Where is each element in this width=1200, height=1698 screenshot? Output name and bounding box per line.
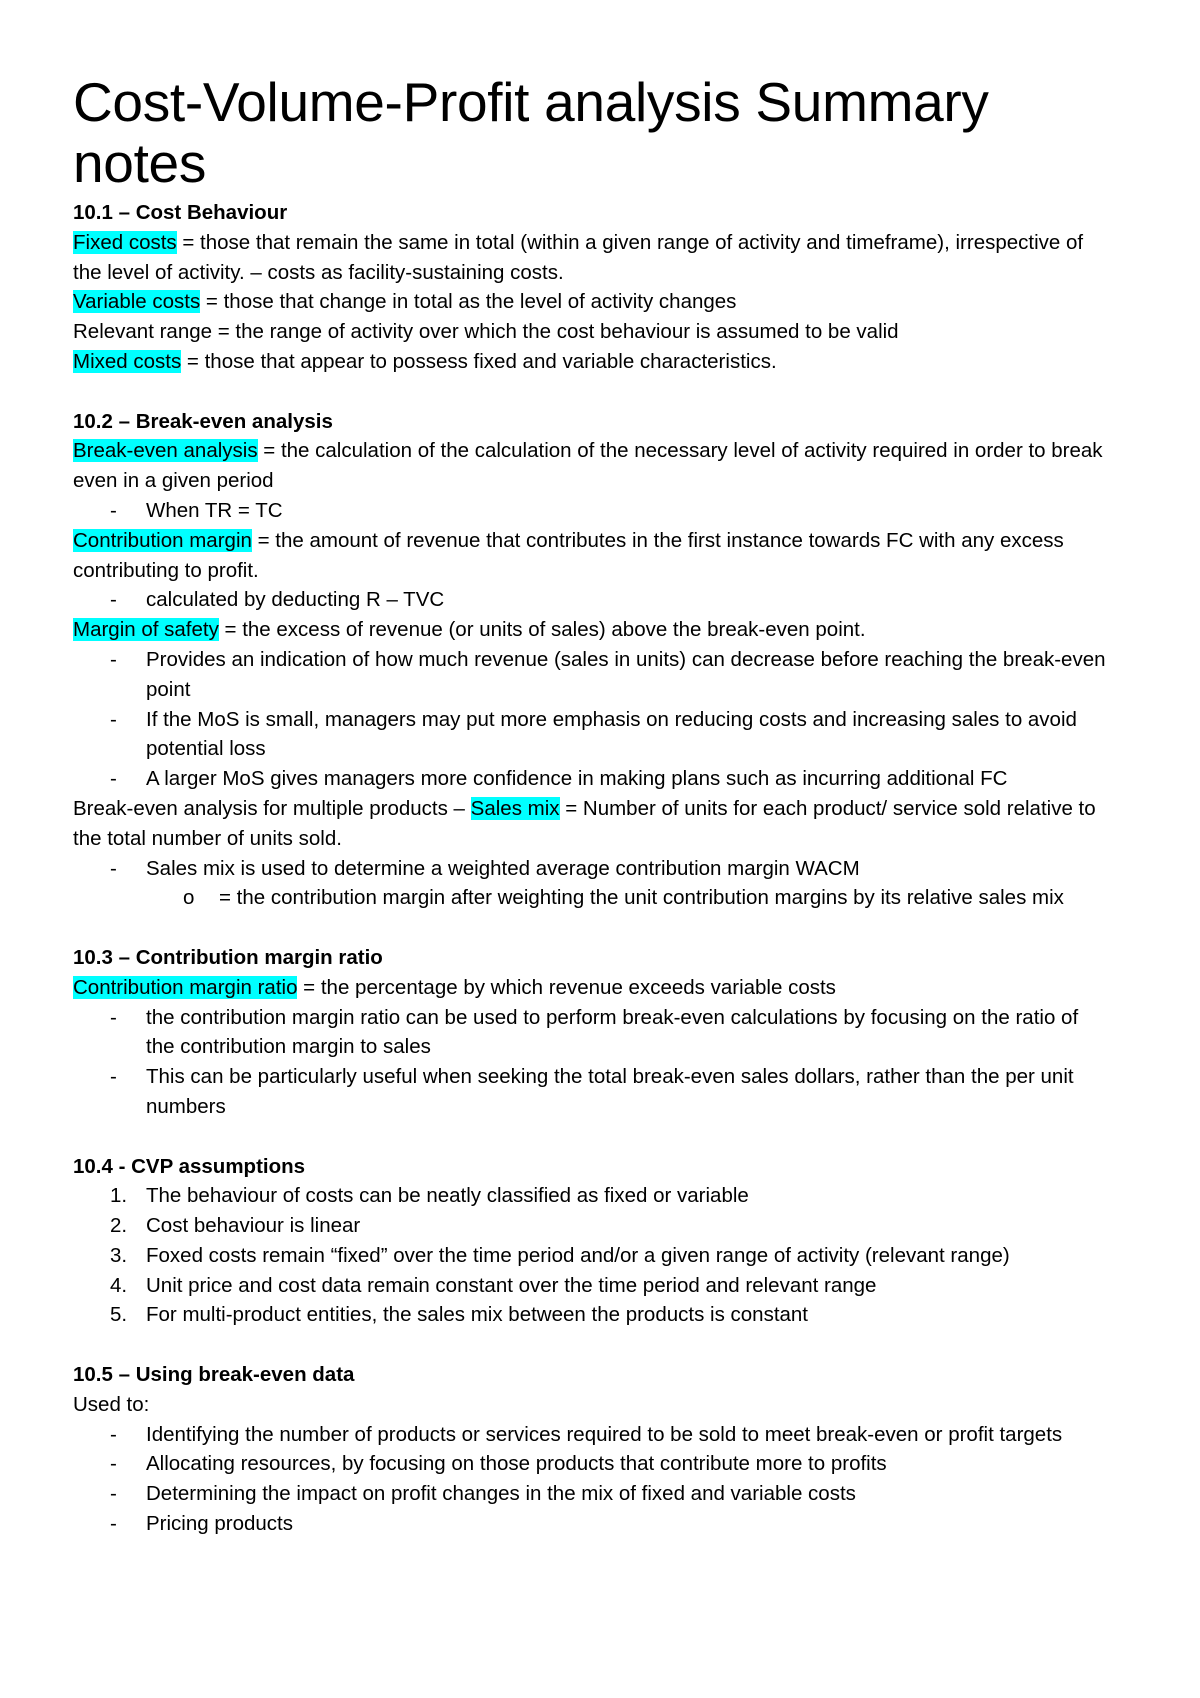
bullet-list (73, 1420, 1110, 1539)
section-heading-10-4: 10.4 - CVP assumptions (73, 1154, 306, 1178)
term-contribution-margin-ratio: Contribution margin ratio (73, 975, 298, 999)
list-number: 4. (110, 1273, 128, 1297)
definition-contribution-margin (73, 526, 1110, 586)
document-title: Cost-Volume-Profit analysis Summary notes (73, 71, 989, 194)
definition-text: = the percentage by which revenue exceeds variable costs (297, 975, 836, 999)
list-item: - Provides an indication of how much revenue (sales in units) can decrease before reaching the break-even point (73, 645, 1110, 705)
definition-cm-ratio (73, 973, 1110, 1003)
circle-bullet-icon: o (183, 886, 195, 910)
list-item: - This can be particularly useful when seeking the total break-even sales dollars, rather than the per unit numbers (73, 1062, 1110, 1122)
list-item: - calculated by deducting R – TVC (73, 585, 1110, 615)
definition-text: = those that change in total as the level of activity changes (200, 290, 737, 314)
definition-text: = the amount of revenue that contributes in the first instance towards FC with any excess contributing to profit. (73, 528, 1064, 582)
list-number: 3. (110, 1243, 128, 1267)
list-item-text: Unit price and cost data remain constant over the time period and relevant range (146, 1273, 877, 1297)
list-item (73, 1271, 1110, 1301)
list-item (73, 1181, 1110, 1211)
list-item (73, 1241, 1110, 1271)
definition-text: = those that remain the same in total (within a given range of activity and timeframe), irrespective of the level of activity. – costs as facility-sustaining costs. (73, 230, 1084, 284)
term-margin-of-safety: Margin of safety (73, 618, 219, 642)
bullet-list (73, 1003, 1110, 1122)
term-fixed-costs: Fixed costs (73, 230, 177, 254)
definition-text: = Number of units for each product/ service sold relative to the total number of units sold. (73, 796, 1096, 850)
list-item-text: The behaviour of costs can be neatly classified as fixed or variable (146, 1184, 749, 1208)
definition-break-even (73, 436, 1110, 496)
definition-text: = the excess of revenue (or units of sales) above the break-even point. (218, 618, 866, 642)
section-heading-10-5: 10.5 – Using break-even data (73, 1363, 355, 1387)
list-item: - Sales mix is used to determine a weighted average contribution margin WACM (73, 854, 1110, 884)
term-sales-mix: Sales mix (470, 796, 560, 820)
definition-variable-costs (73, 287, 1110, 317)
list-item: - A larger MoS gives managers more confidence in making plans such as incurring additional FC (73, 764, 1110, 794)
list-item: - Pricing products (73, 1509, 1110, 1539)
list-number: 2. (110, 1214, 128, 1238)
definition-prefix: Break-even analysis for multiple products – (73, 796, 471, 820)
list-item-text: Cost behaviour is linear (146, 1214, 361, 1238)
definition-fixed-costs (73, 228, 1110, 288)
list-number: 5. (110, 1303, 128, 1327)
definition-text: = the calculation of the calculation of the necessary level of activity required in order to break even in a given period (73, 439, 1103, 493)
sub-bullet-list (73, 883, 1110, 913)
definition-margin-of-safety (73, 615, 1110, 645)
section-heading-10-1: 10.1 – Cost Behaviour (73, 201, 288, 224)
list-item: - Allocating resources, by focusing on those products that contribute more to profits (73, 1449, 1110, 1479)
list-item-text: For multi-product entities, the sales mix between the products is constant (146, 1303, 809, 1327)
term-contribution-margin: Contribution margin (73, 528, 252, 552)
list-item: - When TR = TC (73, 496, 1110, 526)
definition-text: = those that appear to possess fixed and variable characteristics. (181, 349, 777, 373)
document-body (73, 198, 1110, 1539)
section-heading-10-2: 10.2 – Break-even analysis (73, 409, 333, 433)
bullet-list (73, 645, 1110, 794)
definition-mixed-costs (73, 347, 1110, 377)
term-break-even-analysis: Break-even analysis (73, 439, 258, 463)
list-item: - the contribution margin ratio can be used to perform break-even calculations by focusing on the ratio of the contribution margin to sales (73, 1003, 1110, 1063)
term-variable-costs: Variable costs (73, 290, 201, 314)
list-item (73, 1211, 1110, 1241)
bullet-list (73, 854, 1110, 884)
list-item: - Determining the impact on profit changes in the mix of fixed and variable costs (73, 1479, 1110, 1509)
bullet-list (73, 496, 1110, 526)
bullet-list (73, 585, 1110, 615)
definition-relevant-range: Relevant range = the range of activity over which the cost behaviour is assumed to be valid (73, 320, 899, 344)
list-item (73, 1300, 1110, 1330)
section-intro: Used to: (73, 1392, 150, 1416)
list-number: 1. (110, 1184, 128, 1208)
term-mixed-costs: Mixed costs (73, 349, 182, 373)
list-item-text: Foxed costs remain “fixed” over the time period and/or a given range of activity (relevant range) (146, 1243, 1010, 1267)
numbered-list (73, 1181, 1110, 1330)
list-item: - If the MoS is small, managers may put more emphasis on reducing costs and increasing sales to avoid potential loss (73, 705, 1110, 765)
section-heading-10-3: 10.3 – Contribution margin ratio (73, 945, 383, 969)
sub-list-item-text: = the contribution margin after weighting the unit contribution margins by its relative sales mix (219, 886, 1064, 910)
sub-list-item (73, 883, 1110, 913)
list-item: - Identifying the number of products or services required to be sold to meet break-even or profit targets (73, 1420, 1110, 1450)
definition-sales-mix (73, 794, 1110, 854)
